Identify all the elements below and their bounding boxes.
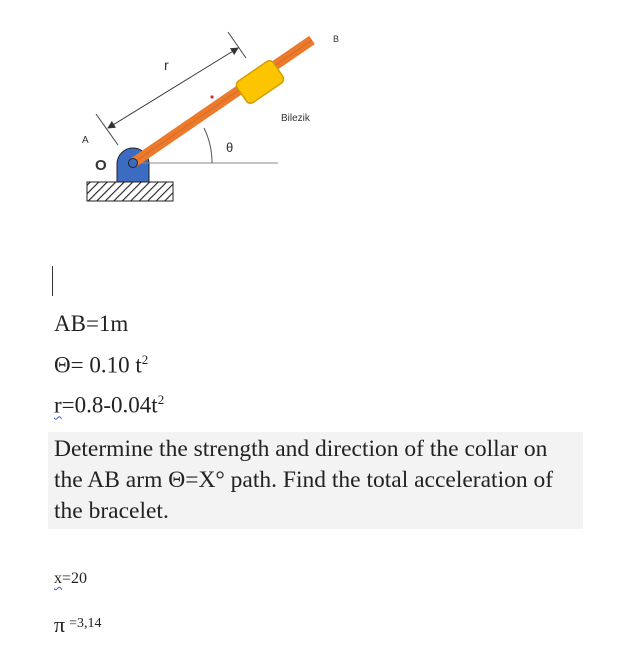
- pi-value: =3,14: [69, 616, 102, 631]
- given-theta-exp: 2: [141, 352, 149, 367]
- label-theta: θ: [226, 140, 234, 155]
- label-o: O: [95, 157, 107, 174]
- pivot-pin: [129, 159, 138, 168]
- label-r: r: [164, 57, 169, 73]
- ground-hatch: [87, 182, 173, 201]
- marker-dot: [210, 95, 213, 98]
- text-cursor: [52, 266, 53, 296]
- label-b: B: [333, 34, 340, 44]
- collar-arm-diagram: [0, 0, 622, 260]
- pi-symbol: π: [54, 612, 66, 637]
- given-ab: [54, 311, 128, 337]
- given-r-var: r: [54, 392, 62, 418]
- dimension-r-arrow: [108, 48, 238, 128]
- question-text: Determine the strength and direction of the collar on the AB arm Θ=X° path. Find the total acceleration of the bracelet.: [48, 432, 583, 529]
- label-a: A: [82, 135, 89, 146]
- value-x-var: x: [54, 570, 62, 587]
- given-theta-text: Θ= 0.10 t: [54, 352, 142, 378]
- given-ab-text: AB=1m: [54, 311, 129, 336]
- given-r: [54, 392, 164, 419]
- value-x: [54, 570, 87, 588]
- value-x-text: =20: [62, 570, 88, 587]
- dimension-tick-a: [96, 114, 118, 145]
- given-theta: [54, 352, 148, 379]
- given-r-text: =0.8-0.04t: [61, 392, 158, 418]
- dimension-tick-b: [228, 32, 246, 58]
- value-pi: [54, 612, 102, 638]
- theta-arc: [204, 128, 212, 163]
- given-r-exp: 2: [157, 392, 165, 407]
- label-collar: Bilezik: [281, 113, 310, 124]
